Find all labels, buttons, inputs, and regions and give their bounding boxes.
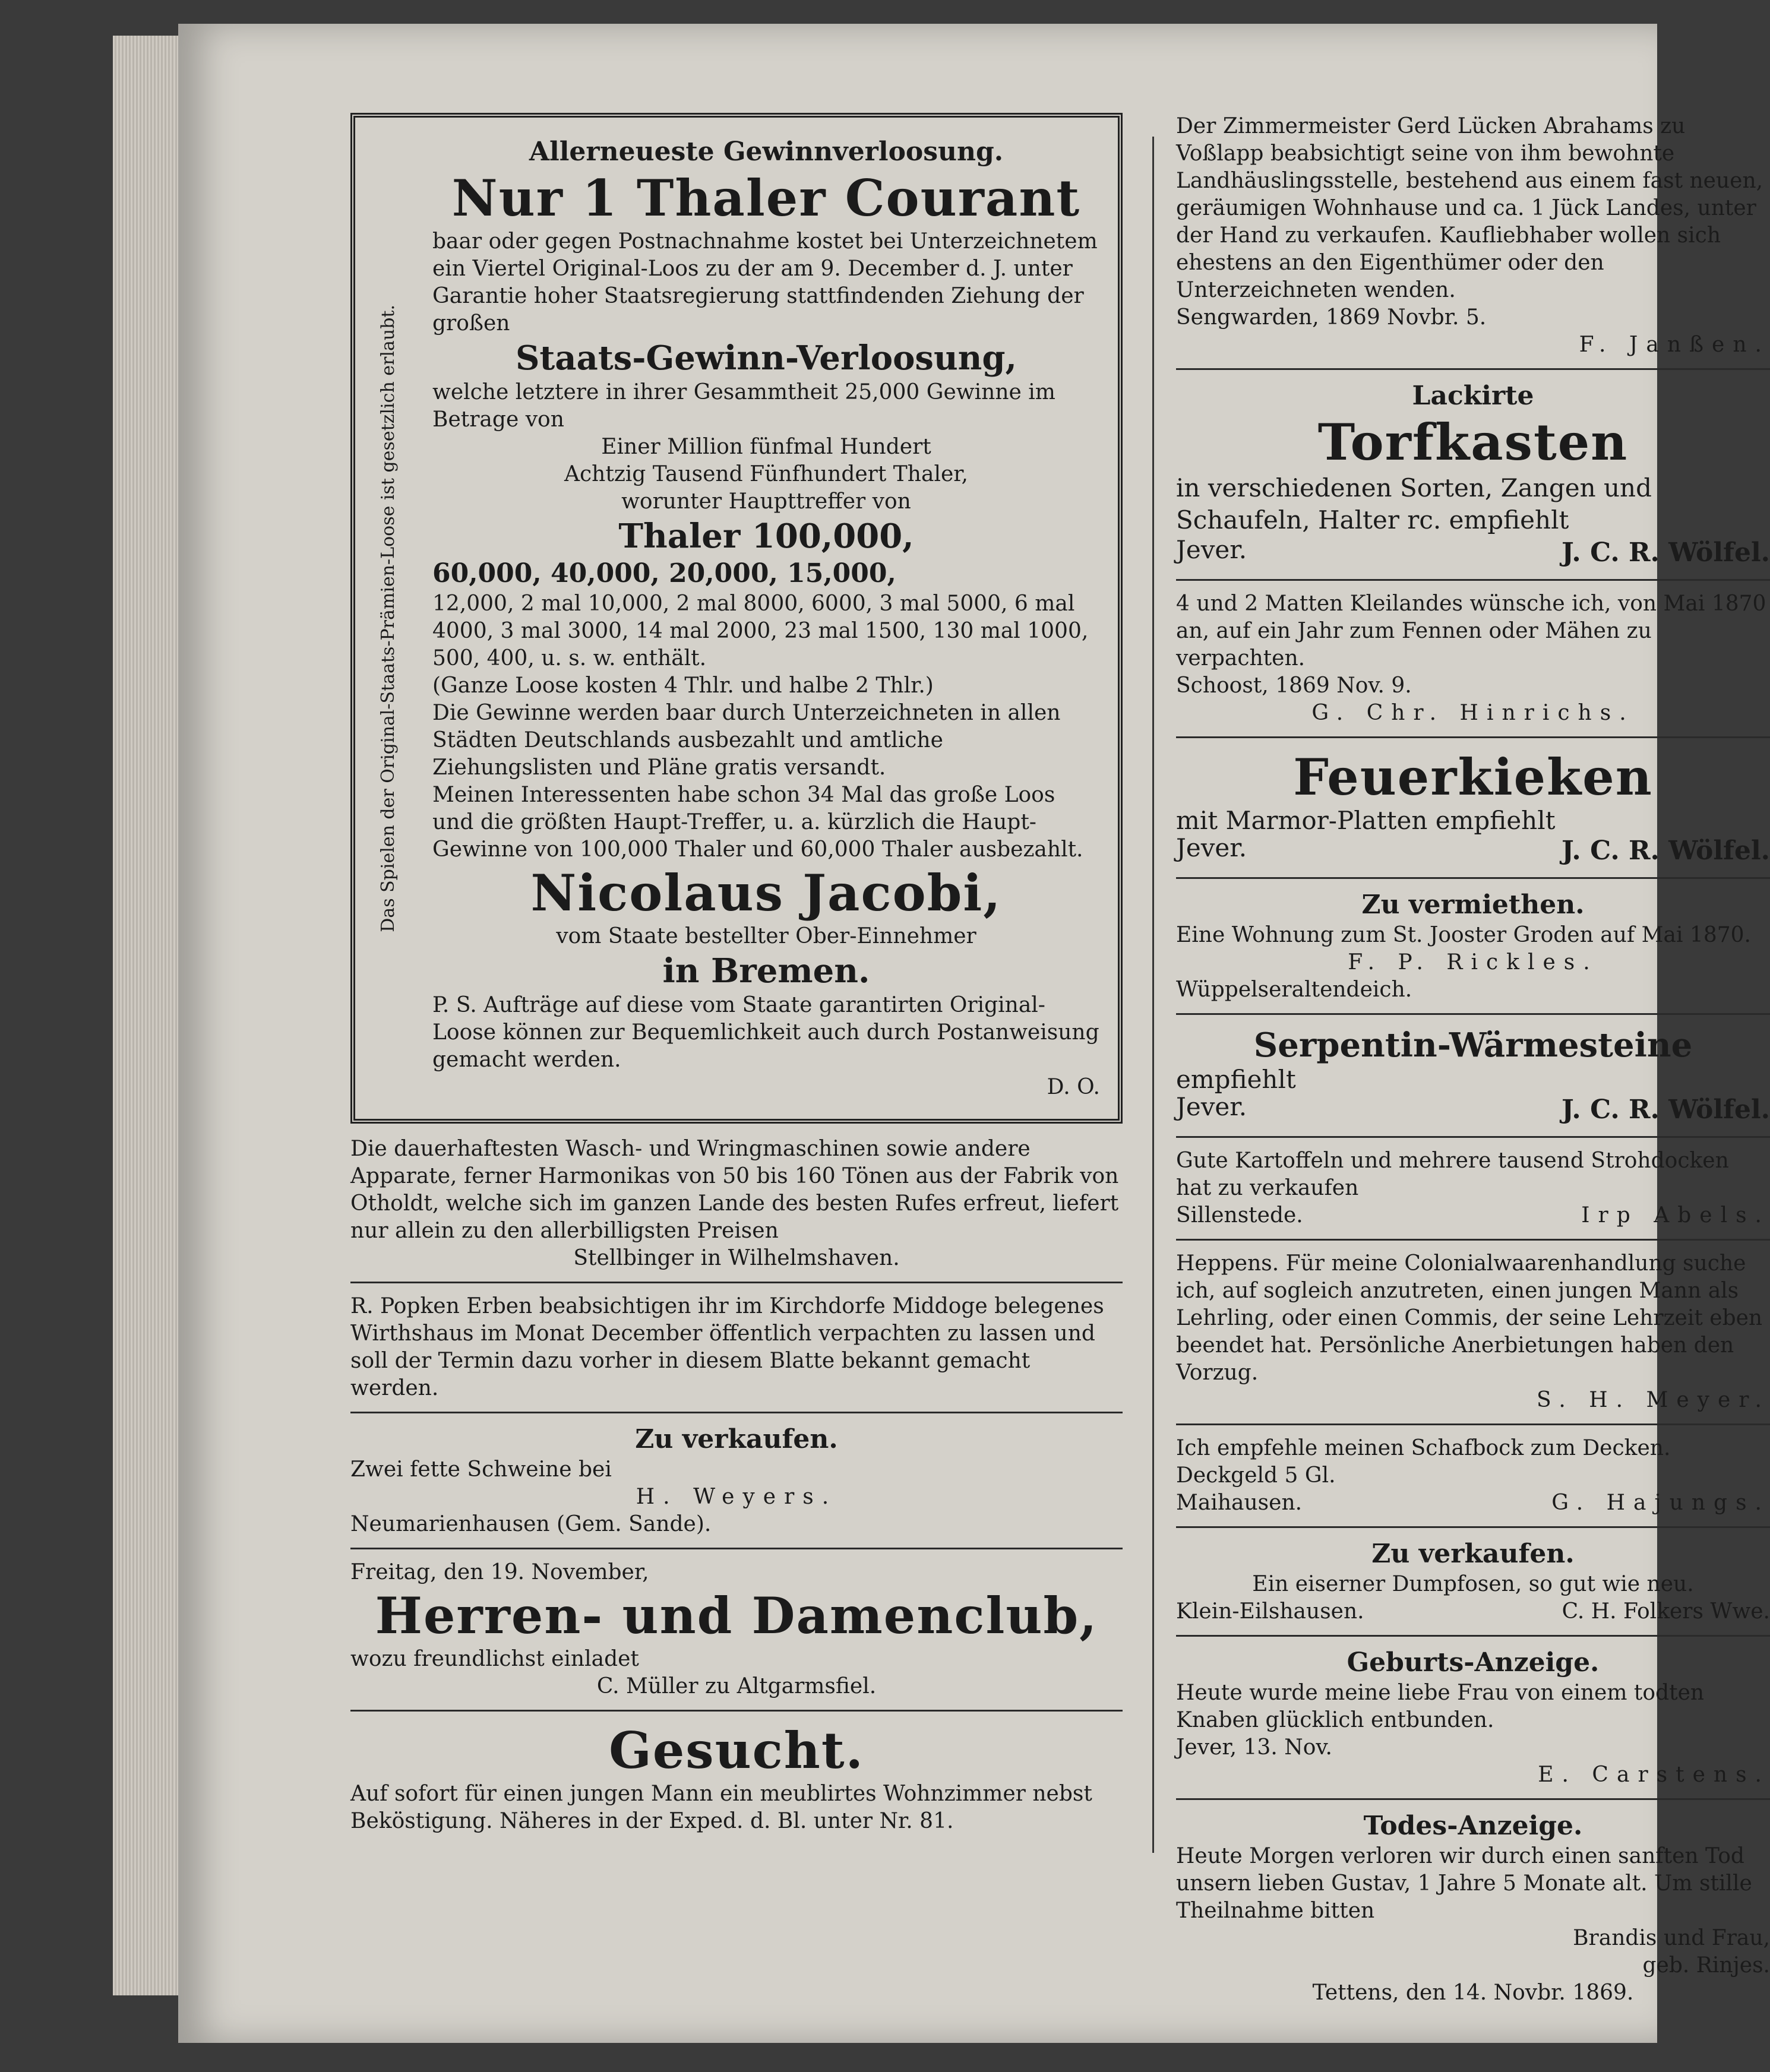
potato-ad — [1176, 1147, 1770, 1229]
ram-place: Maihausen. — [1176, 1491, 1303, 1515]
lottery-price: Nur 1 Thaler Courant — [451, 169, 1081, 227]
rent-text: Eine Wohnung zum St. Jooster Groden auf Mai 1870. — [1176, 923, 1751, 947]
potato-place: Sillenstede. — [1176, 1203, 1303, 1228]
divider — [1176, 1239, 1770, 1241]
house-place: Sengwarden, 1869 Novbr. 5. — [1176, 305, 1487, 330]
death-text: Heute Morgen verloren wir durch einen sanften Tod unsern lieben Gustav, 1 Jahre 5 Monate alt. Um stille Theilnahme bitten — [1176, 1844, 1752, 1923]
serp-sign: J. C. R. Wölfel. — [1562, 1094, 1770, 1125]
pigs-name: H. Weyers. — [636, 1485, 837, 1509]
pigs-title: Zu verkaufen. — [635, 1424, 838, 1454]
pump-sign: C. H. Folkers Wwe. — [1562, 1599, 1770, 1624]
lottery-prizes: 12,000, 2 mal 10,000, 2 mal 8000, 6000, 3 mal 5000, 6 mal 4000, 3 mal 3000, 14 mal 2000, 23 mal 1500, 130 mal 1000, 500, 400, u. s. w. enthält. — [432, 591, 1089, 670]
feuer-place: Jever. — [1176, 833, 1247, 862]
wanted-ad — [350, 1721, 1123, 1835]
torf-title: Torfkasten — [1317, 413, 1629, 472]
land-sign: G. Chr. Hinrichs. — [1311, 701, 1635, 725]
death-sign-2: geb. Rinjes. — [1642, 1953, 1770, 1978]
birth-text: Heute wurde meine liebe Frau von einem todten Knaben glücklich entbunden. — [1176, 1681, 1705, 1732]
divider — [1176, 1798, 1770, 1800]
job-text: Heppens. Für meine Colonialwaarenhandlung suche ich, auf sogleich anzutreten, einen jungen Mann als Lehrling, oder einen Commis, der seine Lehrzeit eben beendet hat. Persönliche Anerbietungen haben den Vorzug. — [1176, 1251, 1763, 1385]
lottery-prizes-bold: 60,000, 40,000, 20,000, 15,000, — [432, 558, 896, 589]
wanted-text: Auf sofort für einen jungen Mann ein meublirtes Wohnzimmer nebst Beköstigung. Näheres in der Exped. d. Bl. unter Nr. 81. — [350, 1782, 1092, 1833]
sidebar-text: Das Spielen der Original-Staats-Prämien-Loose ist gesetzlich erlaubt. — [377, 304, 399, 932]
feuer-sign: J. C. R. Wölfel. — [1562, 836, 1770, 866]
ram-sign: G. Hajungs. — [1551, 1491, 1770, 1515]
potato-sign: Irp Abels. — [1581, 1203, 1770, 1228]
feuer-ad — [1176, 748, 1770, 868]
serp-ad — [1176, 1024, 1770, 1127]
job-ad — [1176, 1250, 1770, 1414]
wanted-title: Gesucht. — [609, 1721, 864, 1780]
torf-text: in verschiedenen Sorten, Zangen und Schaufeln, Halter rc. empfiehlt — [1176, 473, 1652, 534]
birth-sign: E. Carstens. — [1538, 1763, 1770, 1787]
rent-sign: F. P. Rickles. — [1348, 950, 1598, 975]
house-ad — [1176, 113, 1770, 359]
feuer-title: Feuerkieken — [1293, 748, 1653, 806]
divider — [1176, 877, 1770, 879]
serp-place: Jever. — [1176, 1092, 1247, 1121]
pigs-text: Zwei fette Schweine bei — [350, 1457, 612, 1482]
divider — [1176, 1423, 1770, 1425]
washers-ad — [350, 1135, 1123, 1272]
death-sign-1: Brandis und Frau, — [1573, 1926, 1770, 1950]
lottery-role: vom Staate bestellter Ober-Einnehmer — [556, 924, 976, 948]
right-column — [1176, 113, 1770, 2016]
land-text: 4 und 2 Matten Kleilandes wünsche ich, von Mai 1870 an, auf ein Jahr zum Fennen oder Mähen zu verpachten. — [1176, 591, 1766, 670]
lottery-amount-2: Achtzig Tausend Fünfhundert Thaler, — [564, 462, 968, 486]
ram-text: Ich empfehle meinen Schafbock zum Decken. Deckgeld 5 Gl. — [1176, 1436, 1671, 1488]
torf-place: Jever. — [1176, 535, 1247, 564]
house-sign: F. Janßen. — [1579, 333, 1770, 357]
club-sign: C. Müller zu Altgarmsfiel. — [596, 1674, 877, 1698]
inn-text: R. Popken Erben beabsichtigen ihr im Kirchdorfe Middoge belegenes Wirthshaus im Monat December öffentlich verpachten zu lassen und soll der Termin dazu vorher in diesem Blatte bekannt gemacht werden. — [350, 1294, 1104, 1400]
club-title: Herren- und Damenclub, — [375, 1586, 1098, 1645]
pump-ad — [1176, 1538, 1770, 1625]
ram-ad — [1176, 1435, 1770, 1517]
death-ad — [1176, 1810, 1770, 2007]
left-column — [350, 113, 1123, 1845]
torf-sign: J. C. R. Wölfel. — [1562, 537, 1770, 568]
birth-ad — [1176, 1646, 1770, 1789]
divider — [1176, 1526, 1770, 1528]
lottery-top-prize: Thaler 100,000, — [618, 517, 914, 556]
pump-text: Ein eiserner Dumpfosen, so gut wie neu. — [1252, 1572, 1694, 1596]
divider — [1176, 1635, 1770, 1637]
job-sign: S. H. Meyer. — [1536, 1388, 1770, 1412]
birth-title: Geburts-Anzeige. — [1347, 1647, 1600, 1678]
lottery-ps: P. S. Aufträge auf diese vom Staate garantirten Original-Loose können zur Bequemlichkeit auch durch Postanweisung gemacht werden. — [432, 993, 1099, 1072]
serp-title: Serpentin-Wärmesteine — [1253, 1026, 1693, 1065]
lottery-ad — [350, 113, 1123, 1124]
lottery-amount-1: Einer Million fünfmal Hundert — [601, 435, 931, 459]
divider — [1176, 1136, 1770, 1138]
divider — [1176, 736, 1770, 738]
torf-pre: Lackirte — [1412, 381, 1534, 411]
club-date: Freitag, den 19. November, — [350, 1560, 649, 1584]
rent-title: Zu vermiethen. — [1361, 890, 1585, 920]
column-divider — [1152, 137, 1154, 1853]
club-ad — [350, 1559, 1123, 1700]
lottery-sidebar — [367, 129, 409, 1107]
washers-sign: Stellbinger in Wilhelmshaven. — [573, 1246, 900, 1270]
divider — [1176, 579, 1770, 581]
lottery-intro: baar oder gegen Postnachnahme kostet bei Unterzeichnetem ein Viertel Original-Loos zu der am 9. December d. J. unter Garantie hoher Staatsregierung stattfindenden Ziehung der großen — [432, 229, 1098, 336]
lottery-city: in Bremen. — [662, 951, 870, 991]
divider — [350, 1412, 1123, 1413]
birth-place: Jever, 13. Nov. — [1176, 1735, 1332, 1760]
newspaper-page — [178, 24, 1770, 2043]
rent-place: Wüppelseraltendeich. — [1176, 978, 1412, 1002]
inn-ad — [350, 1293, 1123, 1402]
rent-ad — [1176, 888, 1770, 1004]
divider — [1176, 1013, 1770, 1015]
death-title: Todes-Anzeige. — [1363, 1811, 1583, 1841]
lottery-heading: Allerneueste Gewinnverloosung. — [529, 137, 1004, 167]
serp-text: empfiehlt — [1176, 1065, 1296, 1094]
potato-text: Gute Kartoffeln und mehrere tausend Strohdocken hat zu verkaufen — [1176, 1149, 1729, 1200]
lottery-payout: Die Gewinne werden baar durch Unterzeichneten in allen Städten Deutschlands ausbezahlt und amtliche Ziehungslisten und Pläne gratis versandt. — [432, 701, 1061, 780]
washers-text: Die dauerhaftesten Wasch- und Wringmaschinen sowie andere Apparate, ferner Harmonikas von 50 bis 160 Tönen aus der Fabrik von Otholdt, welche sich im ganzen Lande des besten Rufes erfreut, liefert nur allein zu den allerbilligsten Preisen — [350, 1137, 1119, 1243]
divider — [350, 1710, 1123, 1712]
lottery-ps-sign: D. O. — [1047, 1075, 1100, 1099]
divider — [350, 1282, 1123, 1283]
club-invite: wozu freundlichst einladet — [350, 1647, 639, 1671]
pigs-ad — [350, 1423, 1123, 1538]
lottery-amount-3: worunter Haupttreffer von — [621, 489, 911, 514]
lottery-detail: welche letztere in ihrer Gesammtheit 25,000 Gewinne im Betrage von — [432, 380, 1055, 432]
pump-place: Klein-Eilshausen. — [1176, 1599, 1364, 1624]
torf-ad — [1176, 379, 1770, 570]
lottery-price-note: (Ganze Loose kosten 4 Thlr. und halbe 2 Thlr.) — [432, 673, 934, 698]
land-ad — [1176, 590, 1770, 727]
lottery-event: Staats-Gewinn-Verloosung, — [515, 339, 1017, 378]
land-place: Schoost, 1869 Nov. 9. — [1176, 673, 1412, 698]
lottery-name: Nicolaus Jacobi, — [530, 863, 1002, 922]
house-text: Der Zimmermeister Gerd Lücken Abrahams zu Voßlapp beabsichtigt seine von ihm bewohnte Landhäuslingsstelle, bestehend aus einem fast neuen, geräumigen Wohnhause und ca. 1 Jück Landes, unter der Hand zu verkaufen. Kaufliebhaber wollen sich ehestens an den Eigenthümer oder den Unterzeichneten wenden. — [1176, 114, 1763, 302]
feuer-text: mit Marmor-Platten empfiehlt — [1176, 806, 1556, 835]
death-place: Tettens, den 14. Novbr. 1869. — [1312, 1981, 1634, 2005]
pump-title: Zu verkaufen. — [1371, 1539, 1575, 1569]
lottery-history: Meinen Interessenten habe schon 34 Mal das große Loos und die größten Haupt-Treffer, u. a. kürzlich die Haupt-Gewinne von 100,000 Thaler und 60,000 Thaler ausbezahlt. — [432, 783, 1083, 862]
divider — [350, 1548, 1123, 1549]
divider — [1176, 368, 1770, 370]
pigs-place: Neumarienhausen (Gem. Sande). — [350, 1512, 712, 1536]
